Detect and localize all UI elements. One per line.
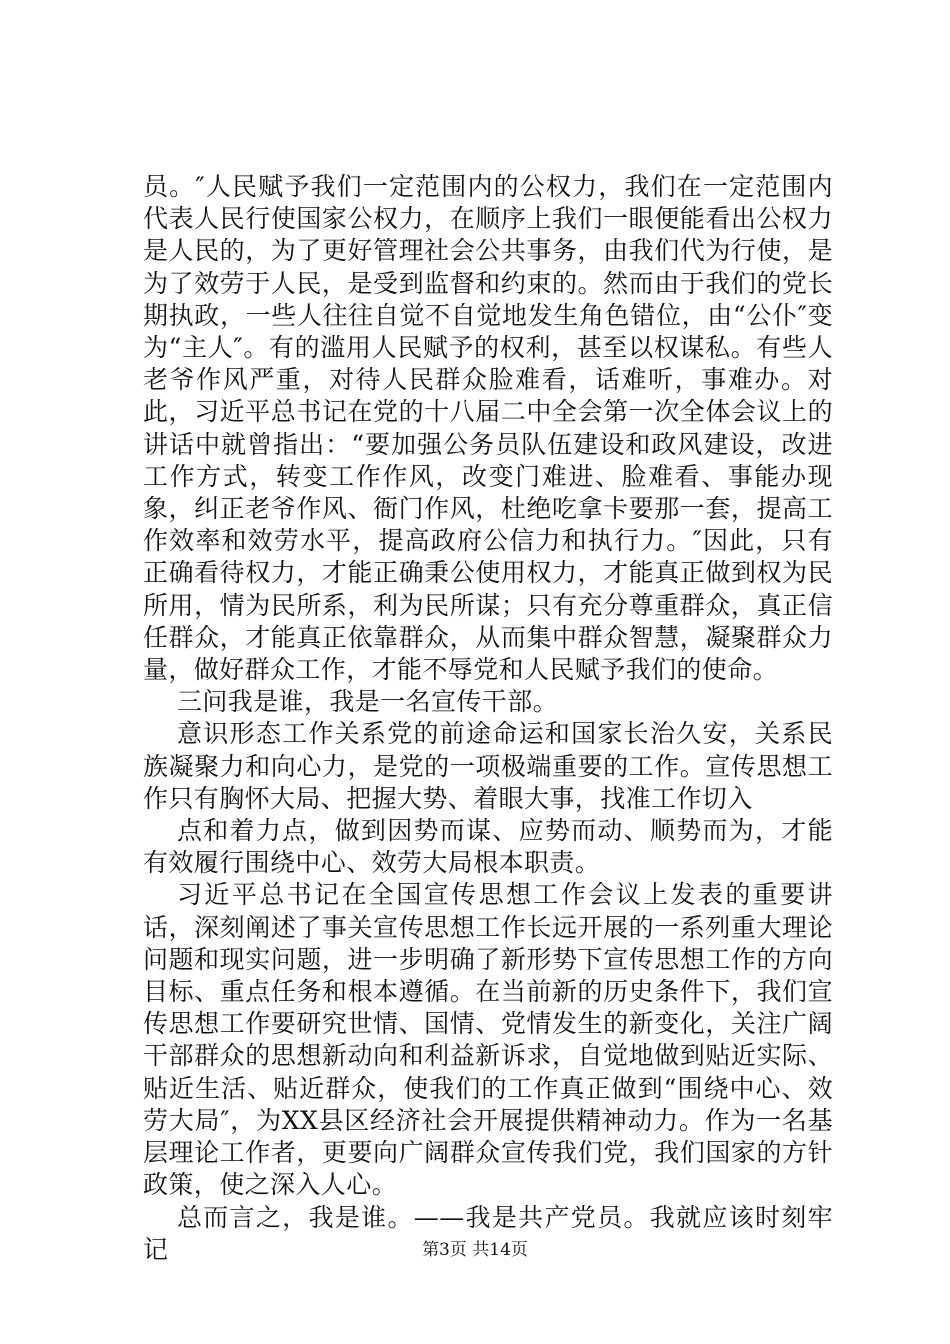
paragraph-3: 意识形态工作关系党的前途命运和国家长治久安，关系民族凝聚力和向心力，是党的一项极端重要的工作。宣传思想工作只有胸怀大局、把握大势、着眼大事，找准工作切入 [143, 719, 833, 813]
paragraph-4: 点和着力点，做到因势而谋、应势而动、顺势而为，才能有效履行围绕中心、效劳大局根本职责。 [143, 816, 833, 878]
paragraph-2: 三问我是谁，我是一名宣传干部。 [177, 687, 559, 717]
page-number-footer: 第3页 共14页 [422, 1240, 528, 1260]
document-body [143, 171, 833, 1266]
paragraph-1: 员。″人民赋予我们一定范围内的公权力，我们在一定范围内代表人民行使国家公权力，在顺序上我们一眼便能看出公权力是人民的，为了更好管理社会公共事务，由我们代为行使，是为了效劳于人民，是受到监督和约束的。然而由于我们的党长期执政，一些人往往自觉不自觉地发生角色错位，由“公仆″变为“主人″。有的滥用人民赋予的权利，甚至以权谋私。有些人老爷作风严重，对待人民群众脸难看，话难听，事难办。对此，习近平总书记在党的十八届二中全会第一次全体会议上的讲话中就曾指出：“要加强公务员队伍建设和政风建设，改进工作方式，转变工作作风，改变门难进、脸难看、事能办现象，纠正老爷作风、衙门作风，杜绝吃拿卡要那一套，提高工作效率和效劳水平，提高政府公信力和执行力。″因此，只有正确看待权力，才能正确秉公使用权力，才能真正做到权为民所用，情为民所系，利为民所谋；只有充分尊重群众，真正信任群众，才能真正依靠群众，从而集中群众智慧，凝聚群众力量，做好群众工作，才能不辱党和人民赋予我们的使命。 [143, 172, 833, 685]
paragraph-6: 总而言之，我是谁。——我是共产党员。我就应该时刻牢记 [143, 1202, 833, 1264]
paragraph-5: 习近平总书记在全国宣传思想工作会议上发表的重要讲话，深刻阐述了事关宣传思想工作长远开展的一系列重大理论问题和现实问题，进一步明确了新形势下宣传思想工作的方向目标、重点任务和根本遵循。在当前新的历史条件下，我们宣传思想工作要研究世情、国情、党情发生的新变化，关注广阔干部群众的思想新动向和利益新诉求，自觉地做到贴近实际、贴近生活、贴近群众，使我们的工作真正做到“围绕中心、效劳大局″，为XX县区经济社会开展提供精神动力。作为一名基层理论工作者，更要向广阔群众宣传我们党，我们国家的方针政策，使之深入人心。 [143, 880, 833, 1200]
